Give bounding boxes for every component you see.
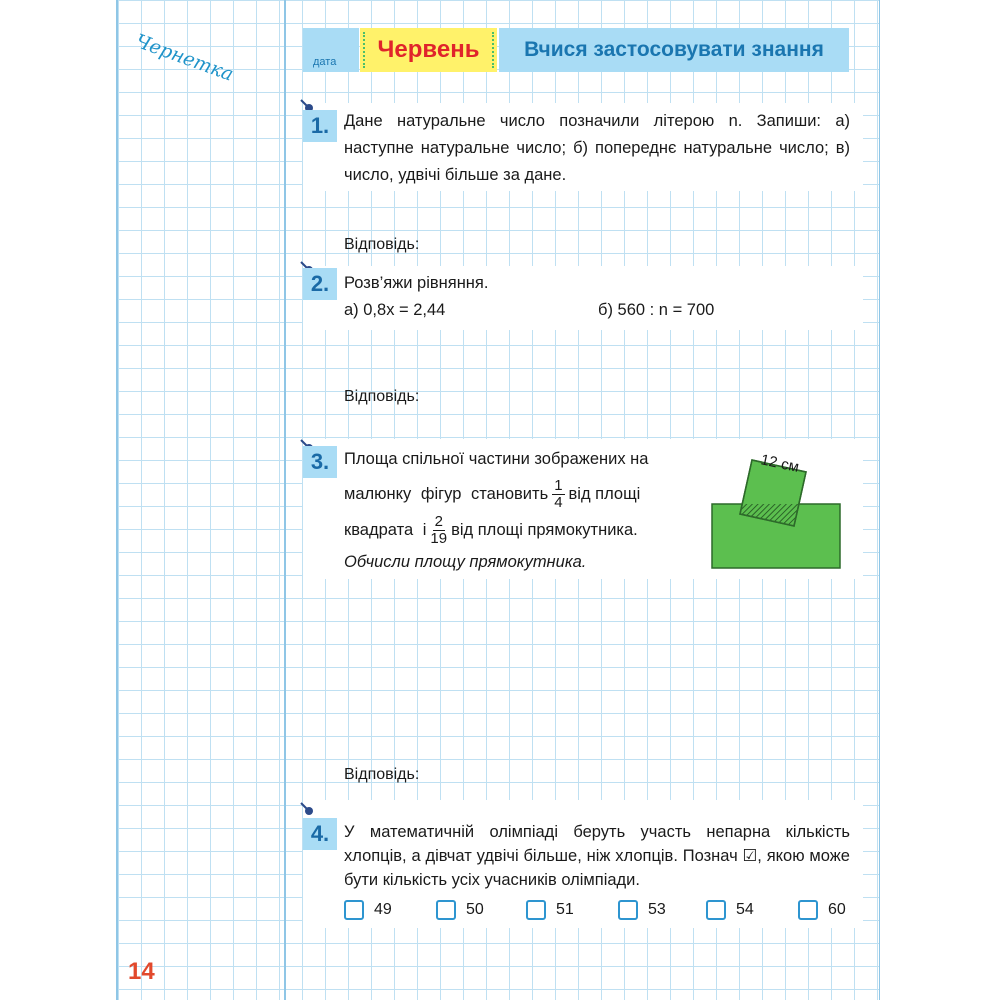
margin-line-left — [116, 0, 118, 1000]
checkbox[interactable] — [344, 900, 364, 920]
fraction-denominator: 19 — [430, 530, 448, 547]
option-54[interactable] — [706, 897, 754, 923]
checkbox[interactable] — [436, 900, 456, 920]
fraction-denominator: 4 — [554, 494, 563, 511]
task-2-number: 2. — [303, 268, 337, 300]
option-label: 49 — [374, 901, 392, 918]
task-3-line-1: Площа спільної частини зображених на — [344, 450, 649, 468]
task-3-line-2-post: від площі — [568, 485, 641, 503]
task-2-equation-b: б) 560 : n = 700 — [598, 301, 715, 319]
task-3-line-3-pre: квадрата і — [344, 521, 427, 539]
task-3-line-4: Обчисли площу прямокутника. — [344, 553, 587, 571]
task-2-intro: Розв’яжи рівняння. — [344, 274, 489, 292]
option-53[interactable] — [618, 897, 666, 923]
margin-line-draft — [284, 0, 286, 1000]
task-4-number: 4. — [303, 818, 337, 850]
task-2-equation-a: а) 0,8x = 2,44 — [344, 301, 446, 319]
task-3-answer-label: Відповідь: — [344, 766, 420, 783]
task-3-line-2-pre: малюнку фігур становить — [344, 485, 549, 503]
task-3-line-3-post: від площі прямокутника. — [451, 521, 638, 539]
checkbox[interactable] — [618, 900, 638, 920]
month-label: Червень — [360, 28, 497, 72]
pin-icon — [298, 800, 314, 816]
option-label: 51 — [556, 901, 574, 918]
task-1-number: 1. — [303, 110, 337, 142]
overlapping-shapes-figure — [708, 446, 844, 572]
task-3-line-3 — [344, 514, 638, 547]
fraction-two-nineteenths — [430, 514, 447, 547]
option-50[interactable] — [436, 897, 484, 923]
draft-label: Чернетка — [132, 30, 237, 86]
option-label: 53 — [648, 901, 666, 918]
option-49[interactable] — [344, 897, 392, 923]
option-60[interactable] — [798, 897, 846, 923]
task-4-text: У математичній олімпіаді беруть участь непарна кількість хлопців, а дівчат удвічі більше, ніж хлопців. Познач ☑, якою може бути кількість усіх учасників олімпіади. — [344, 823, 850, 889]
date-label: дата — [313, 56, 337, 68]
page-header — [303, 28, 849, 72]
checkbox[interactable] — [798, 900, 818, 920]
task-3-line-2 — [344, 478, 684, 511]
fraction-one-quarter — [552, 478, 564, 511]
option-label: 50 — [466, 901, 484, 918]
option-51[interactable] — [526, 897, 574, 923]
task-3-number: 3. — [303, 446, 337, 478]
date-box[interactable] — [303, 28, 359, 72]
margin-line-right — [879, 0, 881, 1000]
task-2-answer-label: Відповідь: — [344, 388, 420, 405]
answer-options — [344, 897, 849, 923]
page-number: 14 — [128, 958, 155, 985]
checkbox[interactable] — [706, 900, 726, 920]
checkbox[interactable] — [526, 900, 546, 920]
option-label: 60 — [828, 901, 846, 918]
fraction-numerator: 1 — [554, 477, 563, 494]
option-label: 54 — [736, 901, 754, 918]
topic-title: Вчися застосовувати знання — [499, 28, 849, 72]
task-1-text: Дане натуральне число позначили літерою n. Запиши: а) наступне натуральне число; б) попереднє натуральне число; в) число, удвічі більше за дане. — [344, 112, 850, 184]
figure-label: 12 см — [759, 451, 801, 476]
fraction-numerator: 2 — [434, 513, 443, 530]
task-1-answer-label: Відповідь: — [344, 236, 420, 253]
